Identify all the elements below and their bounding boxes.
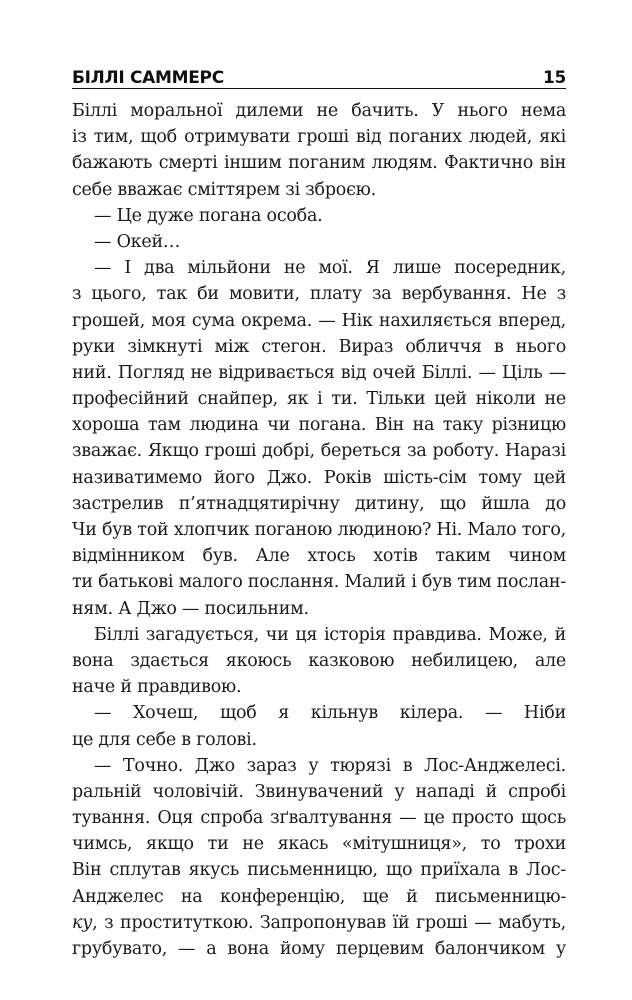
text-line — [72, 884, 566, 910]
running-title: БІЛЛІ САММЕРС — [72, 68, 224, 88]
page-number: 15 — [542, 68, 566, 88]
body-text — [72, 98, 566, 962]
text-line: вона здається якоюсь казковою небилицею, але — [72, 650, 566, 671]
text-line: Біллі загадується, чи ця історія правдива. Може, й — [94, 624, 566, 645]
text-line: чимсь, якщо ти не якась «мітушниця», то трохи — [72, 834, 566, 855]
text-line: ти батькові малого послання. Малий і був тим послан- — [72, 572, 566, 593]
text-line: ням. А Джо — посильним. — [72, 598, 309, 619]
text-line: із тим, щоб отримувати гроші від поганих людей, які — [72, 127, 566, 148]
text-line: застрелив п’ятнадцятирічну дитину, що йшла до — [72, 493, 566, 514]
text-line: Він сплутав якусь письменницю, що приїхала в Лос- — [72, 860, 566, 881]
text-line: руки зімкнуті між стегон. Вираз обличчя в нього — [72, 336, 566, 357]
running-header — [72, 60, 566, 88]
text-line: — І два мільйони не мої. Я лише посередник, — [94, 258, 566, 279]
text-line: — Точно. Джо зараз у тюрязі в Лос-Анджелесі. — [94, 755, 566, 776]
text-line: хороша там людина чи погана. Він на таку різницю — [72, 415, 566, 436]
text-segment: , з проституткою. Запропонував їй гроші — мабуть, — [92, 912, 566, 933]
text-line: відмінником був. Але хтось хотів таким чином — [72, 546, 566, 567]
text-segment: Анджелес на конференцію, ще й письменницю- — [72, 886, 566, 907]
text-line: професійний снайпер, як і ти. Тільки цей ніколи не — [72, 389, 566, 410]
text-line: — Окей… — [94, 231, 181, 252]
text-line: — Хочеш, щоб я кільнув кілера. — Ніби — [94, 703, 566, 724]
text-line: називатимемо його Джо. Років шість-сім тому цей — [72, 467, 566, 488]
text-line: Чи був той хлопчик поганою людиною? Ні. Мало того, — [72, 520, 566, 540]
text-line: грошей, моя сума окрема. — Нік нахиляється вперед, — [72, 310, 566, 331]
text-line: наче й правдивою. — [72, 677, 242, 698]
text-line: зважає. Якщо гроші добрі, береться за роботу. Наразі — [72, 441, 566, 462]
header-rule — [72, 88, 566, 89]
text-line: тування. Оця спроба зґвалтування — це просто щось — [72, 808, 566, 829]
text-line: ральній чоловічій. Звинувачений у нападі й спробі — [72, 781, 566, 802]
text-line: — Це дуже погана особа. — [94, 205, 323, 226]
italic-segment: ку — [72, 912, 93, 933]
text-line: з цього, так би мовити, плату за вербування. Не з — [72, 284, 566, 305]
text-line: Біллі моральної дилеми не бачить. У нього нема — [72, 101, 566, 121]
text-line — [72, 910, 566, 936]
text-line: грубувато, — а вона йому перцевим балончиком у — [72, 939, 566, 959]
text-line: себе вважає сміттярем зі зброєю. — [72, 179, 376, 200]
text-line: це для себе в голові. — [72, 729, 257, 750]
text-line: ний. Погляд не відривається від очей Біллі. — Ціль — — [72, 362, 566, 383]
text-line: бажають смерті іншим поганим людям. Фактично він — [72, 153, 566, 174]
